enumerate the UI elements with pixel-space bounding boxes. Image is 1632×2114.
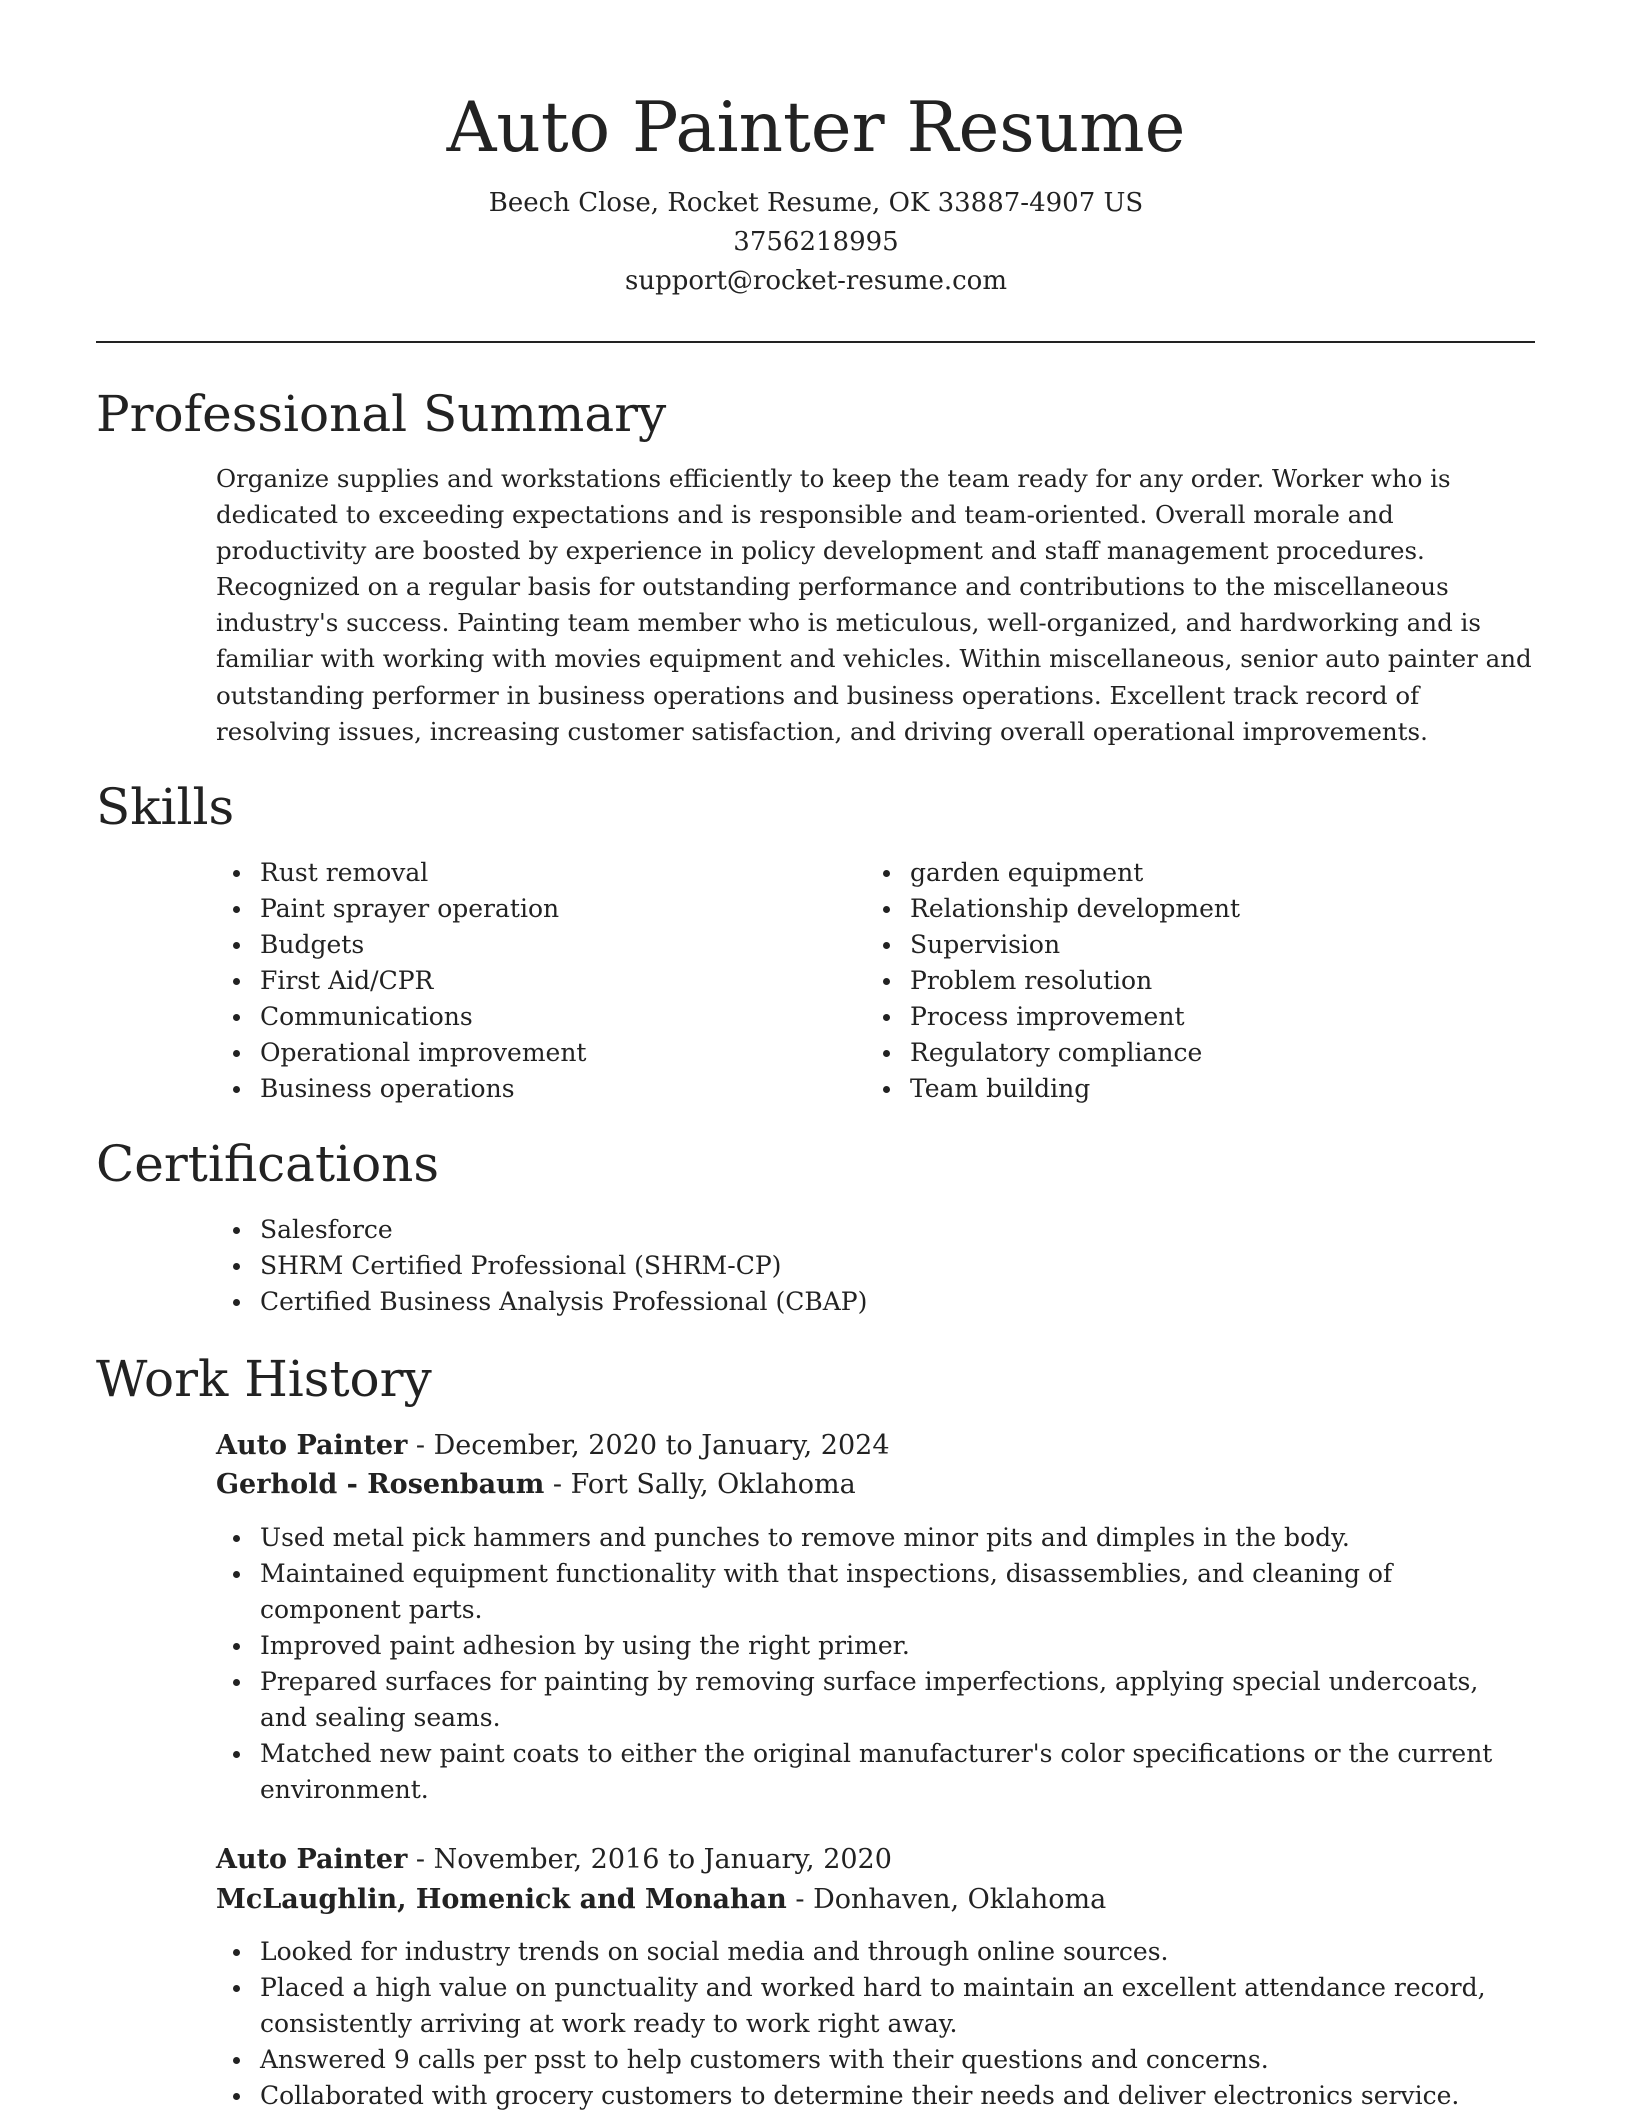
list-item: Team building (866, 1071, 1506, 1107)
job-title-line: Auto Painter - November, 2016 to January, 2020 (216, 1844, 892, 1875)
skills-list-left (216, 855, 856, 1107)
list-item: Salesforce (216, 1212, 1216, 1248)
job-role: Auto Painter (216, 1430, 408, 1461)
list-item: Rust removal (216, 855, 856, 891)
job-bullets (216, 1520, 1516, 1808)
resume-title: Auto Painter Resume (446, 88, 1186, 168)
list-item: garden equipment (866, 855, 1506, 891)
job-title-line: Auto Painter - December, 2020 to January, 2024 (216, 1430, 890, 1461)
section-title-work-history: Work History (96, 1350, 432, 1408)
summary-text: Organize supplies and workstations efficiently to keep the team ready for any order. Worker who is dedicated to exceeding expectations and is responsible and team-oriented. Overall morale and productivity are boosted by experience in policy development and staff management procedures. Recognized on a regular basis for outstanding performance and contributions to the miscellaneous industry's success. Painting team member who is meticulous, well-organized, and hardworking and is familiar with working with movies equipment and vehicles. Within miscellaneous, senior auto painter and outstanding performer in business operations and business operations. Excellent track record of resolving issues, increasing customer satisfaction, and driving overall operational improvements. (216, 464, 1532, 746)
job-dates: December, 2020 to January, 2024 (433, 1430, 890, 1461)
list-item: Communications (216, 999, 856, 1035)
job-company-line: Gerhold - Rosenbaum - Fort Sally, Oklahoma (216, 1469, 856, 1500)
email: support@rocket-resume.com (624, 266, 1007, 296)
job-company: McLaughlin, Homenick and Monahan (216, 1884, 787, 1915)
job-bullets (216, 1934, 1516, 2114)
list-item: Paint sprayer operation (216, 891, 856, 927)
job-location: Donhaven, Oklahoma (813, 1884, 1107, 1915)
job-company-line: McLaughlin, Homenick and Monahan - Donhaven, Oklahoma (216, 1884, 1107, 1915)
list-item: Answered 9 calls per psst to help customers with their questions and concerns. (216, 2042, 1516, 2078)
list-item: Prepared surfaces for painting by removing surface imperfections, applying special undercoats, and sealing seams. (216, 1664, 1516, 1736)
list-item: Looked for industry trends on social media and through online sources. (216, 1934, 1516, 1970)
list-item: Business operations (216, 1071, 856, 1107)
job-company: Gerhold - Rosenbaum (216, 1469, 545, 1500)
list-item: Placed a high value on punctuality and worked hard to maintain an excellent attendance record, consistently arriving at work ready to work right away. (216, 1970, 1516, 2042)
certifications-list (216, 1212, 1216, 1320)
list-item: Problem resolution (866, 963, 1506, 999)
list-item: Collaborated with grocery customers to determine their needs and deliver electronics service. (216, 2078, 1516, 2114)
phone: 3756218995 (733, 227, 899, 257)
list-item: First Aid/CPR (216, 963, 856, 999)
list-item: Improved paint adhesion by using the right primer. (216, 1628, 1516, 1664)
list-item: Budgets (216, 927, 856, 963)
list-item: Operational improvement (216, 1035, 856, 1071)
list-item: Process improvement (866, 999, 1506, 1035)
resume-header (0, 82, 1632, 301)
header-divider (96, 341, 1535, 343)
skills-list-right (866, 855, 1506, 1107)
section-title-skills: Skills (96, 778, 235, 836)
list-item: Certified Business Analysis Professional (CBAP) (216, 1284, 1216, 1320)
contact-info (0, 184, 1632, 301)
section-title-summary: Professional Summary (96, 385, 667, 443)
section-title-certifications: Certifications (96, 1135, 440, 1193)
list-item: Relationship development (866, 891, 1506, 927)
job-role: Auto Painter (216, 1844, 408, 1875)
list-item: Matched new paint coats to either the original manufacturer's color specifications or the current environment. (216, 1736, 1516, 1808)
job-location: Fort Sally, Oklahoma (570, 1469, 856, 1500)
address: Beech Close, Rocket Resume, OK 33887-4907 US (488, 188, 1144, 218)
list-item: SHRM Certified Professional (SHRM-CP) (216, 1248, 1216, 1284)
list-item: Regulatory compliance (866, 1035, 1506, 1071)
job-dates: November, 2016 to January, 2020 (433, 1844, 892, 1875)
list-item: Used metal pick hammers and punches to remove minor pits and dimples in the body. (216, 1520, 1516, 1556)
list-item: Supervision (866, 927, 1506, 963)
list-item: Maintained equipment functionality with that inspections, disassemblies, and cleaning of component parts. (216, 1556, 1516, 1628)
